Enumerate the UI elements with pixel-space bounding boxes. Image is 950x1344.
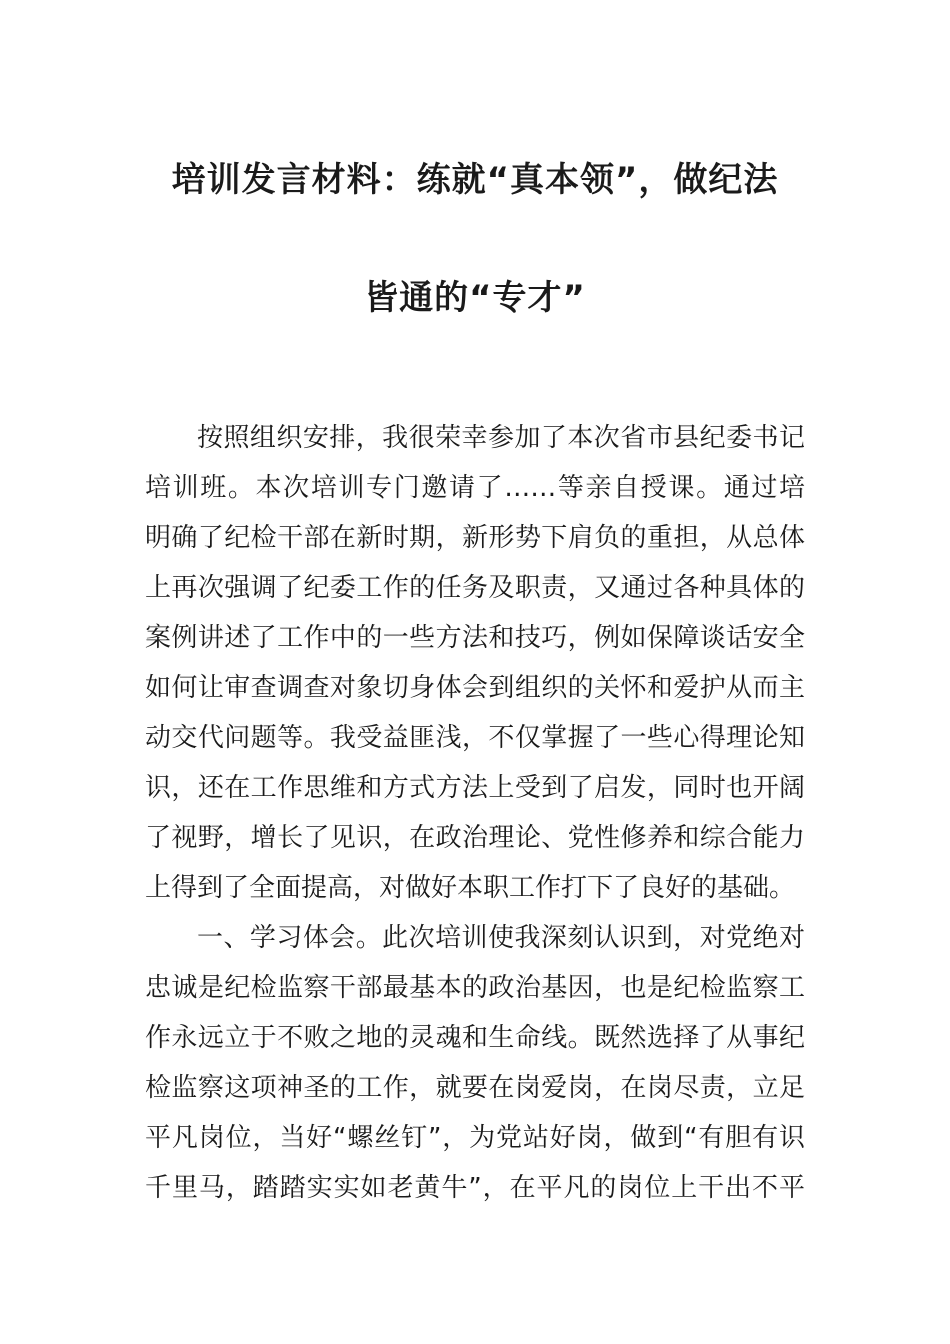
text-line: 动交代问题等。我受益匪浅，不仅掌握了一些心得理论知 [145,723,805,753]
title-line-2: 皆通的“专才” [364,278,586,318]
text-line: 忠诚是纪检监察干部最基本的政治基因，也是纪检监察工 [145,973,805,1003]
text-line: 一、学习体会。此次培训使我深刻认识到，对党绝对 [197,923,805,953]
text-line: 检监察这项神圣的工作，就要在岗爱岗，在岗尽责，立足 [145,1073,805,1103]
text-line: 上得到了全面提高，对做好本职工作打下了良好的基础。 [145,873,796,903]
paragraph-intro [145,413,805,913]
text-line: 作永远立于不败之地的灵魂和生命线。既然选择了从事纪 [145,1023,805,1053]
text-line: 平凡岗位，当好“螺丝钉”，为党站好岗，做到“有胆有识 [145,1123,805,1153]
text-line: 上再次强调了纪委工作的任务及职责，又通过各种具体的 [145,573,805,603]
title-line-1: 培训发言材料：练就“真本领”，做纪法 [171,160,779,200]
text-line: 识，还在工作思维和方式方法上受到了启发，同时也开阔 [145,773,805,803]
text-line: 案例讲述了工作中的一些方法和技巧，例如保障谈话安全 [145,623,805,653]
text-line: 千里马，踏踏实实如老黄牛”，在平凡的岗位上干出不平 [145,1173,805,1203]
document-body [145,413,805,1213]
text-line: 明确了纪检干部在新时期，新形势下肩负的重担，从总体 [145,523,805,553]
paragraph-section-1 [145,913,805,1213]
text-line: 按照组织安排，我很荣幸参加了本次省市县纪委书记 [197,423,805,453]
text-line: 培训班。本次培训专门邀请了……等亲自授课。通过培 [145,473,805,503]
text-line: 如何让审查调查对象切身体会到组织的关怀和爱护从而主 [145,673,805,703]
text-line: 了视野，增长了见识，在政治理论、党性修养和综合能力 [145,823,805,853]
